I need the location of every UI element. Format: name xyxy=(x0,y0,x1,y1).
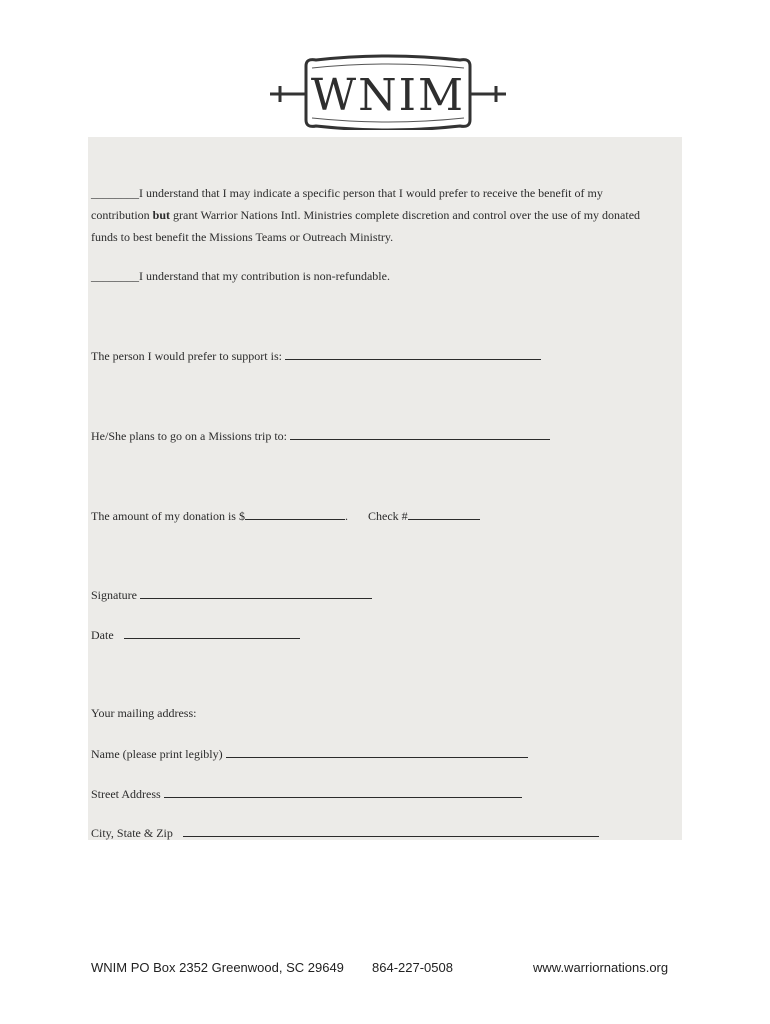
signature-label: Signature xyxy=(91,588,137,602)
donation-suffix: . xyxy=(344,509,348,523)
acknowledgement-1-line1 xyxy=(91,186,603,200)
mailing-heading xyxy=(91,706,196,720)
donation-amount-field[interactable] xyxy=(245,508,345,520)
signature-field[interactable] xyxy=(140,587,372,599)
city-label: City, State & Zip xyxy=(91,826,173,840)
logo-text: WNIM xyxy=(310,70,466,121)
date-field[interactable] xyxy=(124,627,300,639)
ack1-text-2b: grant Warrior Nations Intl. Ministries complete discretion and control over the use of my donated xyxy=(170,208,641,222)
person-label: The person I would prefer to support is: xyxy=(91,349,282,363)
trip-label: He/She plans to go on a Missions trip to: xyxy=(91,429,287,443)
name-row xyxy=(91,746,528,761)
date-row xyxy=(91,627,300,642)
footer-address: WNIM PO Box 2352 Greenwood, SC 29649 xyxy=(91,960,344,975)
footer-phone: 864-227-0508 xyxy=(372,960,453,975)
donation-label: The amount of my donation is $ xyxy=(91,509,245,523)
ack1-text-3: funds to best benefit the Missions Teams or Outreach Ministry. xyxy=(91,230,394,244)
footer-website[interactable]: www.warriornations.org xyxy=(533,960,669,975)
acknowledgement-1-line2 xyxy=(91,208,640,222)
name-field[interactable] xyxy=(226,746,528,758)
street-row xyxy=(91,786,522,801)
city-field[interactable] xyxy=(183,825,599,837)
mailing-label: Your mailing address: xyxy=(91,706,197,720)
city-row xyxy=(91,825,599,840)
person-row xyxy=(91,348,541,363)
ack1-bold-word: but xyxy=(152,208,171,222)
acknowledgement-1-line3 xyxy=(91,230,393,244)
street-field[interactable] xyxy=(164,786,522,798)
trip-row xyxy=(91,428,550,443)
donation-row xyxy=(91,508,480,523)
ack1-text-1: I understand that I may indicate a specific person that I would prefer to receive the benefit of my xyxy=(139,186,603,200)
street-label: Street Address xyxy=(91,787,161,801)
trip-field[interactable] xyxy=(290,428,550,440)
ack2-blank[interactable]: ________ xyxy=(91,269,139,283)
wnim-logo xyxy=(268,50,508,130)
ack1-text-2a: contribution xyxy=(91,208,153,222)
person-field[interactable] xyxy=(285,348,541,360)
acknowledgement-2 xyxy=(91,269,390,283)
signature-row xyxy=(91,587,372,602)
ack1-blank[interactable]: ________ xyxy=(91,186,139,200)
date-label: Date xyxy=(91,628,114,642)
ack2-text: I understand that my contribution is non-refundable. xyxy=(139,269,390,283)
check-label: Check # xyxy=(367,509,408,523)
name-label: Name (please print legibly) xyxy=(91,747,223,761)
check-number-field[interactable] xyxy=(408,508,480,520)
